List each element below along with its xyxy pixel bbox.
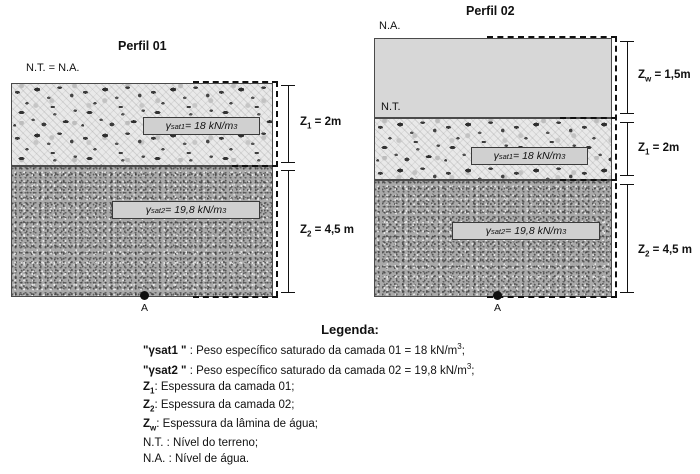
legend-term-gamma-sat1: "γsat1 " xyxy=(143,344,187,357)
profile-02-dashed-right-edge xyxy=(615,36,617,297)
profile-02-z2-symbol: Z xyxy=(638,244,646,256)
profile-02-gamma-sat1-value: = 18 kN/m xyxy=(513,150,562,162)
profile-02-gamma-sat1-sub: sat1 xyxy=(498,151,514,161)
profile-02-z1-sub: 1 xyxy=(645,147,650,157)
profile-02-z2-label xyxy=(638,244,692,258)
profile-02-title: Perfil 02 xyxy=(466,4,515,18)
legend-text-nt: : Nível do terreno; xyxy=(163,437,259,450)
profile-01-z1-line xyxy=(288,85,289,162)
legend-item-z1 xyxy=(143,380,700,399)
legend-term-gamma-sat2: "γsat2 " xyxy=(143,365,187,378)
profile-02-z2-bottom-cap xyxy=(620,292,634,293)
legend-item-nt xyxy=(143,436,700,452)
profile-02-dashed-bottom-line xyxy=(487,296,617,298)
profile-01-z2-label xyxy=(300,224,354,238)
profile-01-gamma-sat2-symbol: γ xyxy=(145,204,151,216)
profile-02-zw-label xyxy=(638,69,691,83)
legend-item-na xyxy=(143,452,700,468)
profile-02-point-a-label: A xyxy=(494,302,502,314)
profile-02-zw-line xyxy=(627,41,628,113)
profile-01-dashed-bottom-line xyxy=(193,296,278,298)
legend-text-gamma-sat1: : Peso específico saturado da camada 01 = 18 kN/m xyxy=(186,344,458,357)
legend-term-z1: Z xyxy=(143,380,151,393)
legend-item-zw xyxy=(143,417,700,436)
profile-02-dashed-mid-line xyxy=(560,179,617,181)
legend-item-gamma-sat1 xyxy=(143,339,700,359)
legend-tail-gamma-sat1: ; xyxy=(461,344,465,357)
profile-01-gamma-sat1-box xyxy=(143,117,260,135)
profile-01-z2-symbol: Z xyxy=(300,224,308,236)
profile-01-z1-symbol: Z xyxy=(300,116,308,128)
profile-02-gamma-sat2-exp: 3 xyxy=(562,226,567,236)
legend-title: Legenda: xyxy=(321,322,379,337)
profile-01-z1-sub: 1 xyxy=(307,121,312,131)
profile-02-top-level-label: N.A. xyxy=(379,20,401,32)
profile-02-gamma-sat1-box xyxy=(471,147,588,165)
profile-02-dashed-water-bottom-line xyxy=(560,117,617,119)
legend-text-na: : Nível de água. xyxy=(165,452,250,465)
profile-02-gamma-sat1-symbol: γ xyxy=(493,150,499,162)
profile-01-z1-bottom-cap xyxy=(281,162,295,163)
legend-tail-gamma-sat2: ; xyxy=(471,365,475,378)
profile-02-z2-line xyxy=(627,184,628,292)
profile-01-point-a-marker xyxy=(140,291,149,300)
profile-02-z1-symbol: Z xyxy=(638,142,646,154)
profile-01-z1-value: = 2m xyxy=(311,116,342,128)
profile-01-dashed-right-edge xyxy=(276,81,278,297)
legend-text-z1: : Espessura da camada 01; xyxy=(154,380,295,393)
profile-01-title: Perfil 01 xyxy=(118,39,167,53)
profile-01-layer-2 xyxy=(11,166,273,297)
profile-01-z1-label xyxy=(300,116,341,130)
profile-02-z1-label xyxy=(638,142,679,156)
profile-02-z1-line xyxy=(627,122,628,175)
profile-02-gamma-sat2-box xyxy=(452,222,600,240)
profile-01-z2-value: = 4,5 m xyxy=(311,224,354,236)
profile-01-z2-sub: 2 xyxy=(307,229,312,239)
profile-02-gamma-sat1-exp: 3 xyxy=(561,151,566,161)
legend-block xyxy=(0,322,700,467)
profile-01-gamma-sat1-symbol: γ xyxy=(165,120,171,132)
profile-01-dashed-top-line xyxy=(193,81,278,83)
legend-term-z2: Z xyxy=(143,399,151,412)
profile-01-gamma-sat1-sub: sat1 xyxy=(170,121,186,131)
legend-sub-z1: 1 xyxy=(150,385,155,395)
profile-01-z2-bottom-cap xyxy=(281,292,295,293)
profile-02-z2-value: = 4,5 m xyxy=(649,244,692,256)
legend-term-na: N.A. xyxy=(143,452,166,465)
profile-02-zw-value: = 1,5m xyxy=(651,69,691,81)
legend-item-z2 xyxy=(143,398,700,417)
profile-02-gamma-sat2-value: = 19,8 kN/m xyxy=(505,225,563,237)
legend-sub-zw: w xyxy=(150,423,157,433)
legend-sup-gamma-sat1: 3 xyxy=(457,342,462,351)
profile-01-gamma-sat2-value: = 19,8 kN/m xyxy=(165,204,223,216)
legend-list xyxy=(0,339,700,467)
profile-02-gamma-sat2-sub: sat2 xyxy=(490,226,506,236)
legend-term-nt: N.T. xyxy=(143,437,164,450)
profile-02-gamma-sat2-symbol: γ xyxy=(485,225,491,237)
profile-02-z2-sub: 2 xyxy=(645,249,650,259)
profile-02-point-a-marker xyxy=(493,291,502,300)
profile-01-gamma-sat1-exp: 3 xyxy=(233,121,238,131)
profile-01-gamma-sat2-sub: sat2 xyxy=(150,205,166,215)
profile-01-top-level-label: N.T. = N.A. xyxy=(26,62,80,74)
profile-02-z1-bottom-cap xyxy=(620,175,634,176)
legend-text-gamma-sat2: : Peso específico saturado da camada 02 = 19,8 kN/m xyxy=(186,365,467,378)
profile-01-gamma-sat2-exp: 3 xyxy=(222,205,227,215)
legend-text-z2: : Espessura da camada 02; xyxy=(154,399,295,412)
legend-sup-gamma-sat2: 3 xyxy=(466,362,472,372)
profile-02-zw-symbol: Z xyxy=(638,69,646,81)
legend-sub-z2: 2 xyxy=(150,404,155,414)
profile-02-zw-bottom-cap xyxy=(620,113,634,114)
profile-01-z2-line xyxy=(288,170,289,292)
profile-01-point-a-label: A xyxy=(141,302,149,314)
profile-01-gamma-sat2-box xyxy=(112,201,260,219)
legend-term-zw: Z xyxy=(143,418,151,431)
profile-02-z1-value: = 2m xyxy=(649,142,680,154)
legend-text-zw: : Espessura da lâmina de água; xyxy=(156,418,319,431)
profile-02-water-layer xyxy=(374,38,612,118)
profile-01-gamma-sat1-value: = 18 kN/m xyxy=(185,120,234,132)
profile-02-ground-level-label: N.T. xyxy=(381,101,401,113)
profile-02-dashed-top-line xyxy=(487,36,617,38)
profile-01-dashed-mid-line xyxy=(232,165,278,167)
legend-item-gamma-sat2 xyxy=(143,359,700,379)
profile-02-zw-sub: w xyxy=(645,74,652,84)
